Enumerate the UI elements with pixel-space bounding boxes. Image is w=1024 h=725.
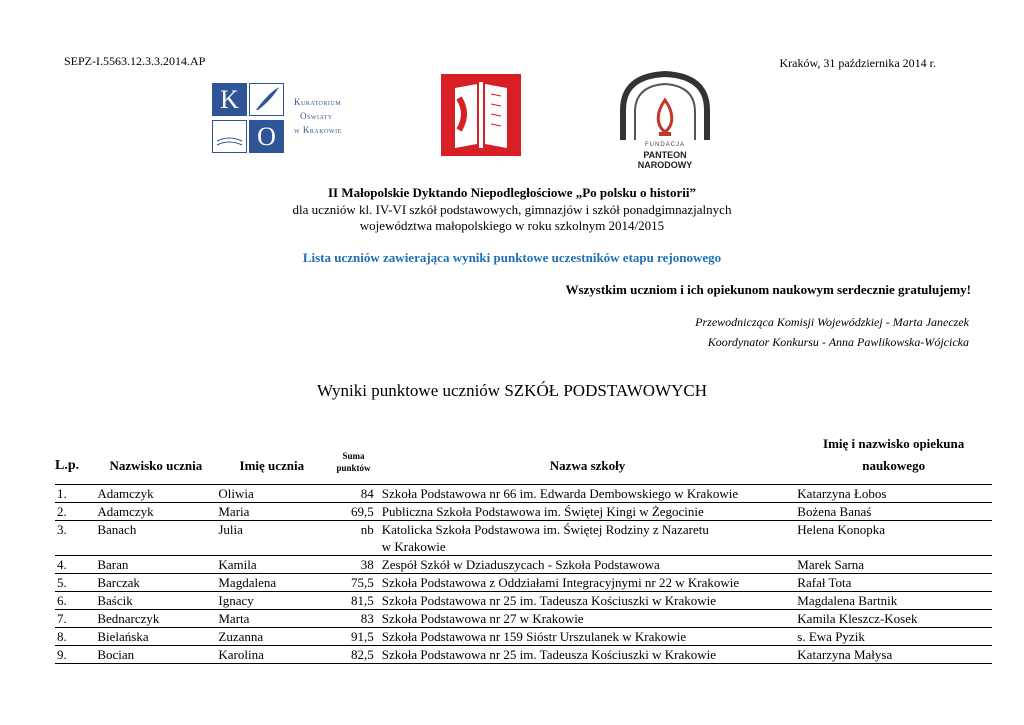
table-row xyxy=(55,485,992,503)
table-row xyxy=(55,646,992,664)
cell-lp: 6. xyxy=(55,592,95,610)
cell-firstname: Kamila xyxy=(216,556,327,574)
cell-points: 69,5 xyxy=(327,503,379,521)
cell-tutor: Kamila Kleszcz-Kosek xyxy=(795,610,992,628)
school-name: Szkoła Podstawowa nr 25 im. Tadeusza Kościuszki w Krakowie xyxy=(381,647,717,662)
document-date: Kraków, 31 października 2014 r. xyxy=(779,56,936,70)
cell-lp: 5. xyxy=(55,574,95,592)
cell-firstname: Zuzanna xyxy=(216,628,327,646)
cell-school xyxy=(380,556,796,574)
cell-points: nb xyxy=(327,521,379,556)
cell-school xyxy=(380,592,796,610)
cell-points: 91,5 xyxy=(327,628,379,646)
cell-firstname: Julia xyxy=(216,521,327,556)
contest-subtitle-1: dla uczniów kl. IV-VI szkół podstawowych, gimnazjów i szkół ponadgimnazjalnych xyxy=(292,202,732,217)
section-title: Wyniki punktowe uczniów SZKÓŁ PODSTAWOWYCH xyxy=(316,381,708,400)
cell-school xyxy=(380,610,796,628)
logo-text-line2: Oświaty xyxy=(300,111,333,121)
logo-letter-o: O xyxy=(249,120,284,153)
school-name: Szkoła Podstawowa nr 159 Sióstr Urszulanek w Krakowie xyxy=(381,629,687,644)
cell-surname: Adamczyk xyxy=(95,485,216,503)
cell-school xyxy=(380,574,796,592)
cell-lp: 9. xyxy=(55,646,95,664)
kuratorium-logo-text xyxy=(294,95,342,137)
cell-points: 75,5 xyxy=(327,574,379,592)
school-name: Szkoła Podstawowa nr 27 w Krakowie xyxy=(381,611,584,626)
table-row xyxy=(55,574,992,592)
panteon-narodowy-logo xyxy=(615,70,715,170)
cell-tutor: Helena Konopka xyxy=(795,521,992,556)
cell-school xyxy=(380,628,796,646)
header-points-line2: punktów xyxy=(336,463,371,473)
cell-lp: 7. xyxy=(55,610,95,628)
cell-surname: Banach xyxy=(95,521,216,556)
logo-text-line3: w Krakowie xyxy=(294,125,342,135)
cell-tutor: Bożena Banaś xyxy=(795,503,992,521)
document-reference: SEPZ-I.5563.12.3.3.2014.AP xyxy=(64,54,206,68)
cell-school xyxy=(380,521,796,556)
cell-lp: 2. xyxy=(55,503,95,521)
cell-lp: 3. xyxy=(55,521,95,556)
cell-points: 81,5 xyxy=(327,592,379,610)
header-firstname: Imię ucznia xyxy=(239,458,305,473)
kuratorium-logo xyxy=(212,83,364,155)
school-name: Szkoła Podstawowa nr 25 im. Tadeusza Kościuszki w Krakowie xyxy=(381,593,717,608)
cell-surname: Adamczyk xyxy=(95,503,216,521)
cell-points: 38 xyxy=(327,556,379,574)
cell-tutor: s. Ewa Pyzik xyxy=(795,628,992,646)
cell-firstname: Karolina xyxy=(216,646,327,664)
header-school: Nazwa szkoły xyxy=(549,458,626,473)
cell-firstname: Magdalena xyxy=(216,574,327,592)
cell-surname: Bielańska xyxy=(95,628,216,646)
book-sketch-icon xyxy=(212,120,247,153)
header-points-line1: Suma xyxy=(342,451,365,461)
dictation-book-logo xyxy=(441,74,521,156)
school-name: Szkoła Podstawowa nr 66 im. Edwarda Dembowskiego w Krakowie xyxy=(381,486,739,501)
school-name-continued: w Krakowie xyxy=(381,539,446,554)
cell-firstname: Oliwia xyxy=(216,485,327,503)
header-tutor-line1: Imię i nazwisko opiekuna xyxy=(823,436,965,451)
header-tutor-line2: naukowego xyxy=(862,458,926,473)
table-row xyxy=(55,628,992,646)
table-row xyxy=(55,503,992,521)
logo-letter-k: K xyxy=(212,83,247,116)
cell-points: 82,5 xyxy=(327,646,379,664)
header-points xyxy=(327,436,379,485)
school-name: Publiczna Szkoła Podstawowa im. Świętej Kingi w Żegocinie xyxy=(381,504,704,519)
cell-lp: 1. xyxy=(55,485,95,503)
contest-title: II Małopolskie Dyktando Niepodległościowe „Po polsku o historii” xyxy=(327,185,697,200)
results-table xyxy=(55,436,992,664)
committee-coordinator: Koordynator Konkursu - Anna Pawlikowska-Wójcicka xyxy=(707,335,969,349)
cell-surname: Barczak xyxy=(95,574,216,592)
cell-points: 84 xyxy=(327,485,379,503)
cell-surname: Bocian xyxy=(95,646,216,664)
list-heading: Lista uczniów zawierająca wyniki punktowe uczestników etapu rejonowego xyxy=(302,250,722,265)
committee-chair: Przewodnicząca Komisji Wojewódzkiej - Marta Janeczek xyxy=(695,315,969,329)
cell-tutor: Magdalena Bartnik xyxy=(795,592,992,610)
cell-lp: 8. xyxy=(55,628,95,646)
header-lp: L.p. xyxy=(55,458,80,473)
flame-arch-icon xyxy=(615,70,715,142)
table-row xyxy=(55,556,992,574)
panteon-caption-small: FUNDACJA xyxy=(644,142,685,148)
cell-school xyxy=(380,646,796,664)
school-name: Zespół Szkół w Dziaduszycach - Szkoła Podstawowa xyxy=(381,557,660,572)
cell-surname: Baran xyxy=(95,556,216,574)
cell-tutor: Rafał Tota xyxy=(795,574,992,592)
cell-school xyxy=(380,503,796,521)
cell-tutor: Marek Sarna xyxy=(795,556,992,574)
cell-points: 83 xyxy=(327,610,379,628)
table-row xyxy=(55,592,992,610)
table-row xyxy=(55,521,992,556)
cell-school xyxy=(380,485,796,503)
panteon-caption-main: PANTEON NARODOWY xyxy=(637,150,693,170)
logo-text-line1: Kuratorium xyxy=(294,97,342,107)
quill-icon xyxy=(249,83,284,116)
contest-subtitle-2: województwa małopolskiego w roku szkolnym 2014/2015 xyxy=(359,218,665,233)
header-surname: Nazwisko ucznia xyxy=(109,458,203,473)
school-name: Katolicka Szkoła Podstawowa im. Świętej Rodziny z Nazaretu xyxy=(381,522,709,537)
cell-tutor: Katarzyna Łobos xyxy=(795,485,992,503)
header-tutor xyxy=(795,436,992,485)
cell-tutor: Katarzyna Małysa xyxy=(795,646,992,664)
table-row xyxy=(55,610,992,628)
table-header-row xyxy=(55,436,992,485)
cell-lp: 4. xyxy=(55,556,95,574)
school-name: Szkoła Podstawowa z Oddziałami Integracyjnymi nr 22 w Krakowie xyxy=(381,575,740,590)
congratulations-text: Wszystkim uczniom i ich opiekunom naukowym serdecznie gratulujemy! xyxy=(565,282,971,297)
cell-firstname: Marta xyxy=(216,610,327,628)
cell-firstname: Maria xyxy=(216,503,327,521)
cell-surname: Bednarczyk xyxy=(95,610,216,628)
cell-firstname: Ignacy xyxy=(216,592,327,610)
cell-surname: Baścik xyxy=(95,592,216,610)
